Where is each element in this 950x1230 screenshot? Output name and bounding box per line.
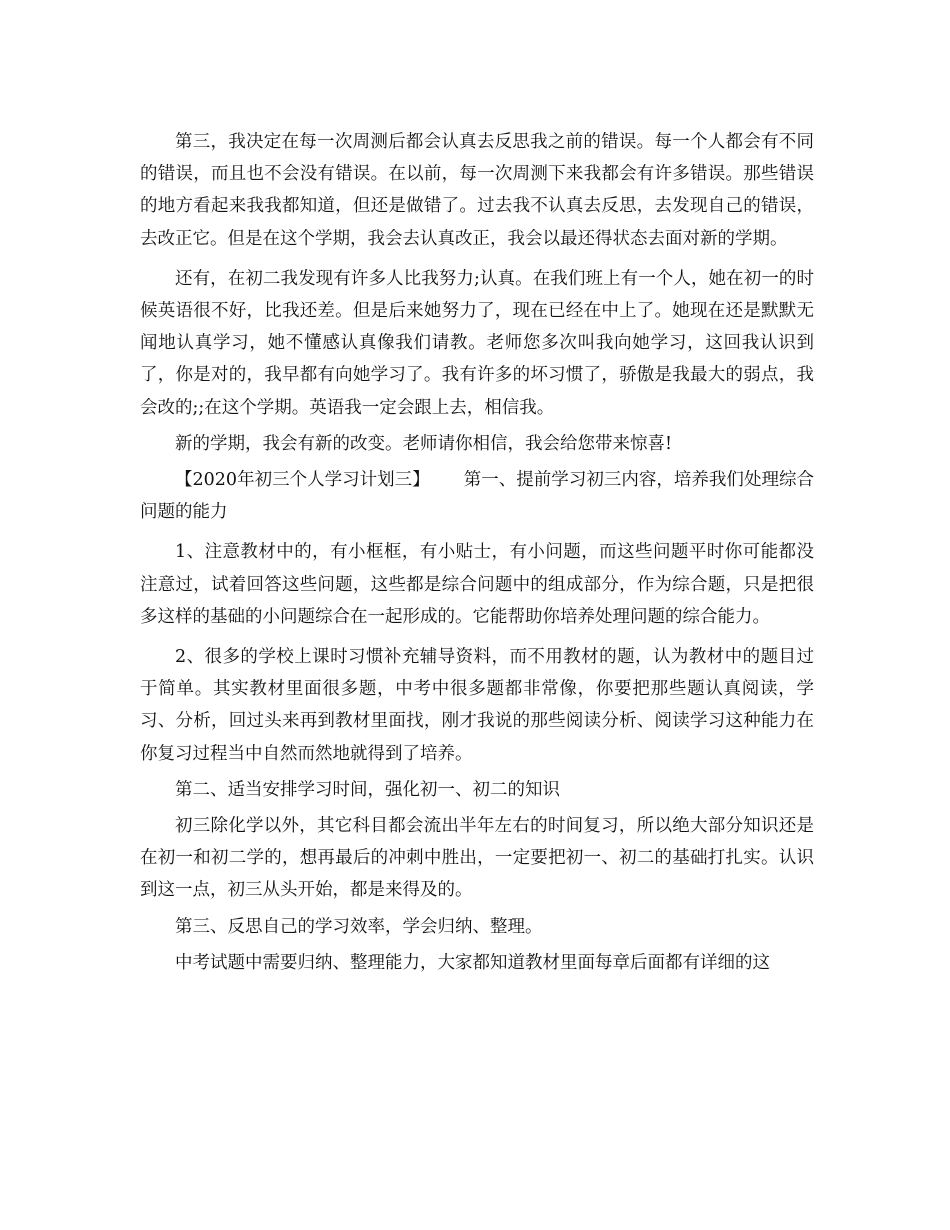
section-heading	[140, 464, 814, 528]
paragraph-new-semester: 新的学期，我会有新的改变。老师请你相信，我会给您带来惊喜!	[175, 433, 673, 454]
paragraph-review-time: 初三除化学以外，其它科目都会流出半年左右的时间复习，所以绝大部分知识还是在初一和初二学的，想再最后的冲刺中胜出，一定要把初一、初二的基础打扎实。认识到这一点，初三从头开始，都是来得及的。	[140, 816, 814, 901]
section-title: 【2020年初三个人学习计划三】	[175, 470, 430, 491]
paragraph-third-heading: 第三、反思自己的学习效率，学会归纳、整理。	[175, 916, 543, 937]
document-body	[140, 126, 814, 979]
paragraph-point-2: 2、很多的学校上课时习惯补充辅导资料，而不用教材的题，认为教材中的题目过于简单。其实教材里面很多题，中考中很多题都非常像，你要把那些题认真阅读，学习、分析，回过头来再到教材里面找，刚才我说的那些阅读分析、阅读学习这种能力在你复习过程当中自然而然地就得到了培养。	[140, 647, 814, 764]
paragraph-second-heading: 第二、适当安排学习时间，强化初一、初二的知识	[175, 779, 560, 800]
paragraph-exam-summary: 中考试题中需要归纳、整理能力，大家都知道教材里面每章后面都有详细的这	[175, 952, 770, 973]
paragraph-point-1: 1、注意教材中的，有小框框，有小贴士，有小问题，而这些问题平时你可能都没注意过，试着回答这些问题，这些都是综合问题中的组成部分，作为综合题，只是把很多这样的基础的小问题综合在一起形成的。它能帮助你培养处理问题的综合能力。	[140, 542, 814, 627]
paragraph-classmate: 还有，在初二我发现有许多人比我努力;认真。在我们班上有一个人，她在初一的时候英语很不好，比我还差。但是后来她努力了，现在已经在中上了。她现在还是默默无闻地认真学习，她不懂感认真像我们请教。老师您多次叫我向她学习，这回我认识到了，你是对的，我早都有向她学习了。我有许多的坏习惯了，骄傲是我最大的弱点，我会改的;;在这个学期。英语我一定会跟上去，相信我。	[140, 268, 814, 418]
paragraph-reflect-errors: 第三，我决定在每一次周测后都会认真去反思我之前的错误。每一个人都会有不同的错误，而且也不会没有错误。在以前，每一次周测下来我都会有许多错误。那些错误的地方看起来我我都知道，但还是做错了。过去我不认真去反思，去发现自己的错误，去改正它。但是在这个学期，我会去认真改正，我会以最还得状态去面对新的学期。	[140, 132, 814, 249]
section-first-point: 第一、提前学习初三内容，培养我们处理综合问题的能力	[140, 470, 814, 523]
